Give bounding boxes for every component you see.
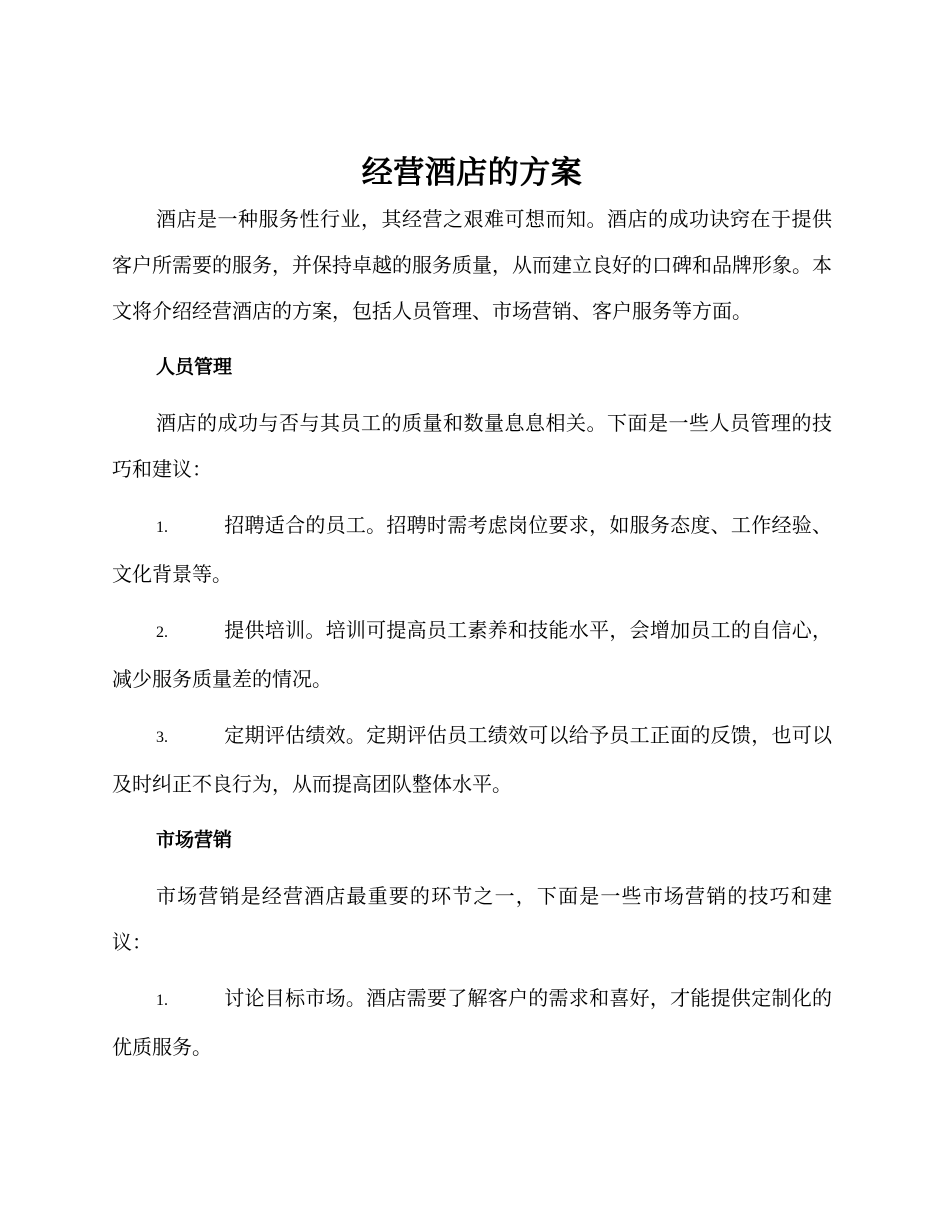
document-title: 经营酒店的方案 (361, 155, 583, 191)
list-item (112, 975, 832, 1070)
list-item (112, 712, 832, 807)
list-item (112, 607, 832, 702)
intro-paragraph: 酒店是一种服务性行业，其经营之艰难可想而知。酒店的成功诀窍在于提供客户所需要的服务，并保持卓越的服务质量，从而建立良好的口碑和品牌形象。本文将介绍经营酒店的方案，包括人员管理、市场营销、客户服务等方面。 (112, 207, 832, 323)
list-text: 讨论目标市场。酒店需要了解客户的需求和喜好，才能提供定制化的优质服务。 (112, 986, 832, 1059)
document-body (112, 150, 832, 1080)
list-text: 提供培训。培训可提高员工素养和技能水平，会增加员工的自信心，减少服务质量差的情况。 (112, 618, 832, 691)
list-number: 1. (156, 519, 168, 536)
section-intro: 酒店的成功与否与其员工的质量和数量息息相关。下面是一些人员管理的技巧和建议： (112, 411, 832, 481)
section-heading: 市场营销 (156, 829, 233, 851)
section-intro: 市场营销是经营酒店最重要的环节之一，下面是一些市场营销的技巧和建议： (112, 884, 832, 954)
list-text: 定期评估绩效。定期评估员工绩效可以给予员工正面的反馈，也可以及时纠正不良行为，从而提高团队整体水平。 (112, 723, 832, 796)
section-heading: 人员管理 (156, 356, 233, 378)
list-text: 招聘适合的员工。招聘时需考虑岗位要求，如服务态度、工作经验、文化背景等。 (112, 513, 832, 586)
section-personnel-management (112, 344, 832, 807)
list-number: 2. (156, 624, 168, 641)
list-number: 1. (156, 992, 168, 1009)
section-marketing (112, 817, 832, 1070)
list-number: 3. (156, 729, 168, 746)
list-item (112, 502, 832, 597)
